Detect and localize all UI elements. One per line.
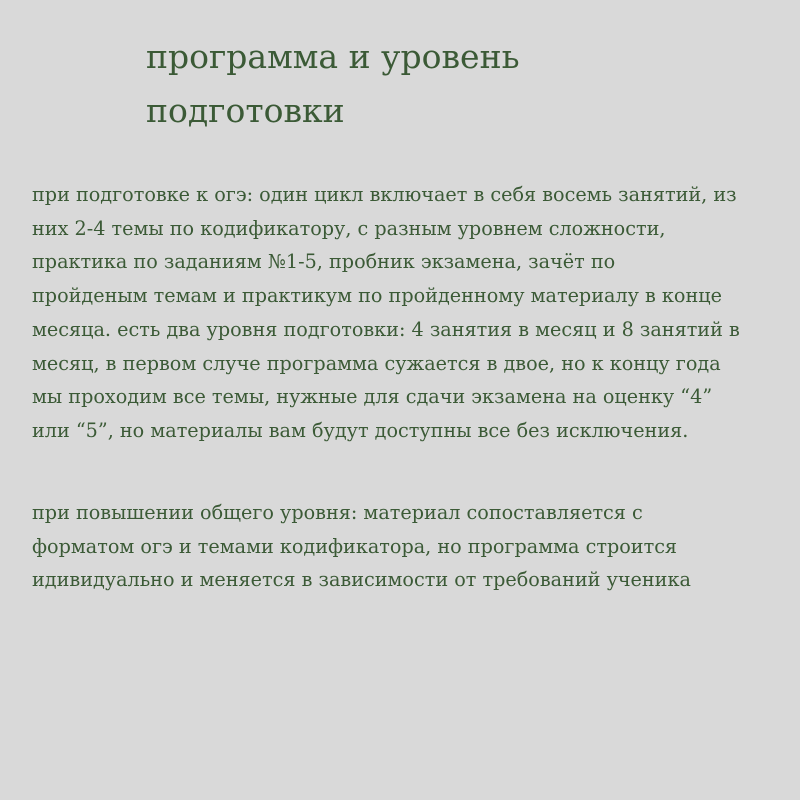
text-line: месяц, в первом случе программа сужается в двое, но к концу года [32,351,721,375]
text-line: или “5”, но материалы вам будут доступны все без исключения. [32,418,689,442]
text-line: пройденым темам и практикум по пройденному материалу в конце [32,284,722,308]
text-line: идивидуально и меняется в зависимости от требований ученика [32,568,691,592]
general-level-paragraph [32,496,788,597]
text-line: при подготовке к огэ: один цикл включает в себя восемь занятий, из [32,183,737,206]
title-line: подготовки [146,91,345,130]
text-line: форматом огэ и темами кодификатора, но программа строится [32,534,678,558]
page-title [146,30,746,138]
text-line: при повышении общего уровня: материал сопоставляется с [32,501,643,524]
text-line: них 2-4 темы по кодификатору, с разным уровнем сложности, [32,216,666,240]
oge-preparation-paragraph [32,178,788,448]
text-line: мы проходим все темы, нужные для сдачи экзамена на оценку “4” [32,385,713,409]
text-line: практика по заданиям №1-5, пробник экзамена, зачёт по [32,250,616,274]
title-line: программа и уровень [146,37,520,76]
text-line: месяца. есть два уровня подготовки: 4 занятия в месяц и 8 занятий в [32,317,740,341]
